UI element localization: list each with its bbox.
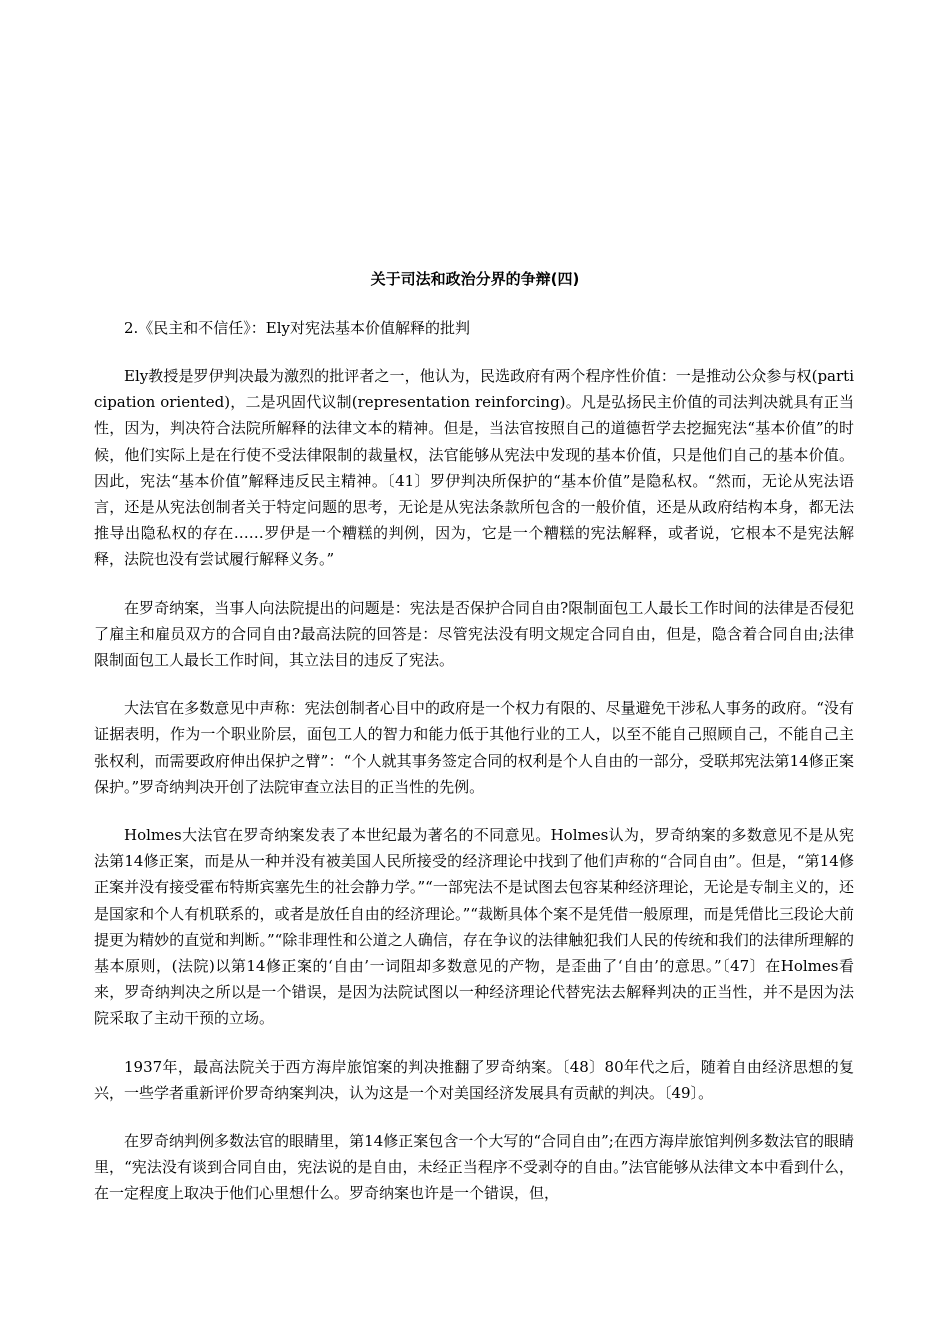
document-title: 关于司法和政治分界的争辩(四) [370,270,580,288]
paragraph-majority-opinion: 大法官在多数意见中声称：宪法创制者心目中的政府是一个权力有限的、尽量避免干涉私人事务的政府。“没有证据表明，作为一个职业阶层，面包工人的智力和能力低于其他行业的工人，以至不能自己照顾自己，不能自己主张权利，而需要政府伸出保护之臂”：“个人就其事务签定合同的权利是个人自由的一部分，受联邦宪法第14修正案保护。”罗奇纳判决开创了法院审查立法目的正当性的先例。 [94,699,854,796]
paragraph-west-coast-hotel: 1937年，最高法院关于西方海岸旅馆案的判决推翻了罗奇纳案。〔48〕80年代之后，随着自由经济思想的复兴，一些学者重新评价罗奇纳案判决，认为这是一个对美国经济发展具有贡献的判决。〔49〕。 [94,1057,854,1102]
document-body [94,315,854,1229]
paragraph-ely-critique: Ely教授是罗伊判决最为激烈的批评者之一，他认为，民选政府有两个程序性价值：一是推动公众参与权(participation oriented)，二是巩固代议制(representation reinforcing)。凡是弘扬民主价值的司法判决就具有正当性，因为，判决符合法院所解释的法律文本的精神。但是，当法官按照自己的道德哲学去挖掘宪法“基本价值”的时候，他们实际上是在行使不受法律限制的裁量权，法官能够从宪法中发现的基本价值，只是他们自己的基本价值。因此，宪法“基本价值”解释违反民主精神。〔41〕罗伊判决所保护的“基本价值”是隐私权。“然而，无论从宪法语言，还是从宪法创制者关于特定问题的思考，无论是从宪法条款所包含的一般价值，还是从政府结构本身，都无法推导出隐私权的存在……罗伊是一个糟糕的判例，因为，它是一个糟糕的宪法解释，或者说，它根本不是宪法解释，法院也没有尝试履行解释义务。” [94,367,854,569]
paragraph-lochner-question: 在罗奇纳案，当事人向法院提出的问题是：宪法是否保护合同自由?限制面包工人最长工作时间的法律是否侵犯了雇主和雇员双方的合同自由?最高法院的回答是：尽管宪法没有明文规定合同自由，但是，隐含着合同自由;法律限制面包工人最长工作时间，其立法目的违反了宪法。 [94,598,854,670]
section-heading: 2.《民主和不信任》：Ely对宪法基本价值解释的批判 [124,319,471,337]
paragraph-comparison: 在罗奇纳判例多数法官的眼睛里，第14修正案包含一个大写的“合同自由”;在西方海岸旅馆判例多数法官的眼睛里，“宪法没有谈到合同自由，宪法说的是自由，未经正当程序不受剥夺的自由。”法官能够从法律文本中看到什么，在一定程度上取决于他们心里想什么。罗奇纳案也许是一个错误，但， [94,1132,854,1203]
paragraph-holmes-dissent: Holmes大法官在罗奇纳案发表了本世纪最为著名的不同意见。Holmes认为，罗奇纳案的多数意见不是从宪法第14修正案，而是从一种并没有被美国人民所接受的经济理论中找到了他们声称的“合同自由”。但是，“第14修正案并没有接受霍布特斯宾塞先生的社会静力学。”“一部宪法不是试图去包容某种经济理论，无论是专制主义的，还是国家和个人有机联系的，或者是放任自由的经济理论。”“裁断具体个案不是凭借一般原理，而是凭借比三段论大前提更为精妙的直觉和判断。”“除非理性和公道之人确信，存在争议的法律触犯我们人民的传统和我们的法律所理解的基本原则，(法院)以第14修正案的‘自由’一词阻却多数意见的产物，是歪曲了‘自由’的意思。”〔47〕在Holmes看来，罗奇纳判决之所以是一个错误，是因为法院试图以一种经济理论代替宪法去解释判决的正当性，并不是因为法院采取了主动干预的立场。 [94,826,854,1028]
